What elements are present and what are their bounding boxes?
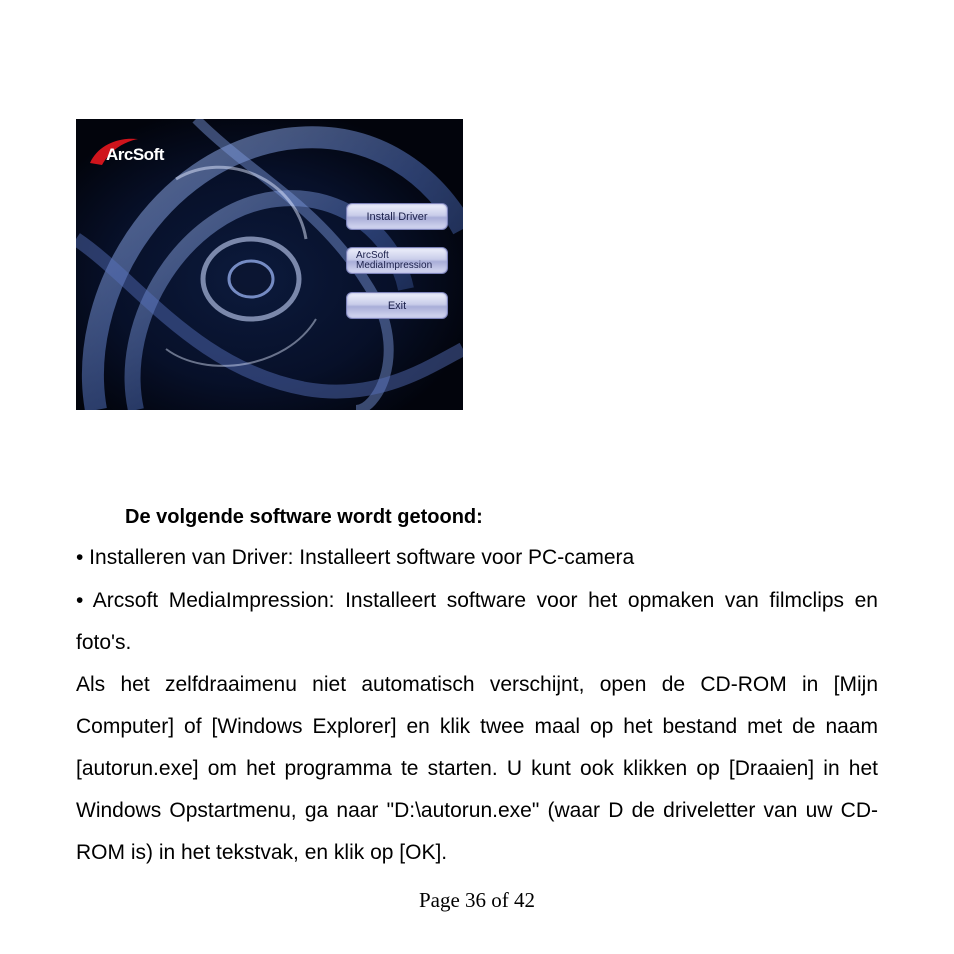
install-driver-button[interactable] [346,203,448,230]
section-heading: De volgende software wordt getoond: [125,506,483,528]
arcsoft-logo-text: ArcSoft [106,145,164,164]
bullet-install-driver: • Installeren van Driver: Installeert software voor PC-camera [76,546,635,569]
exit-label: Exit [387,299,407,312]
install-driver-label: Install Driver [366,210,428,223]
exit-button[interactable] [346,292,448,319]
mediaimpression-button[interactable] [346,247,448,274]
mediaimpression-label-line2: MediaImpression [356,259,433,271]
bullet-mediaimpression: • Arcsoft MediaImpression: Installeert software voor het opmaken van filmclips en foto's. [76,589,878,654]
mediaimpression-label-line1: ArcSoft [356,249,389,261]
page-number: Page 36 of 42 [418,888,536,912]
autorun-instructions: Als het zelfdraaimenu niet automatisch verschijnt, open de CD-ROM in [Mijn Computer] of [Windows Explorer] en klik twee maal op het bestand met de naam [autorun.exe] om het programma te starten. U kunt ook klikken op [Draaien] in het Windows Opstartmenu, ga naar "D:\autorun.exe" (waar D de driveletter van uw CD-ROM is) in het tekstvak, en klik op [OK]. [76,673,878,864]
autorun-screenshot [76,119,463,410]
